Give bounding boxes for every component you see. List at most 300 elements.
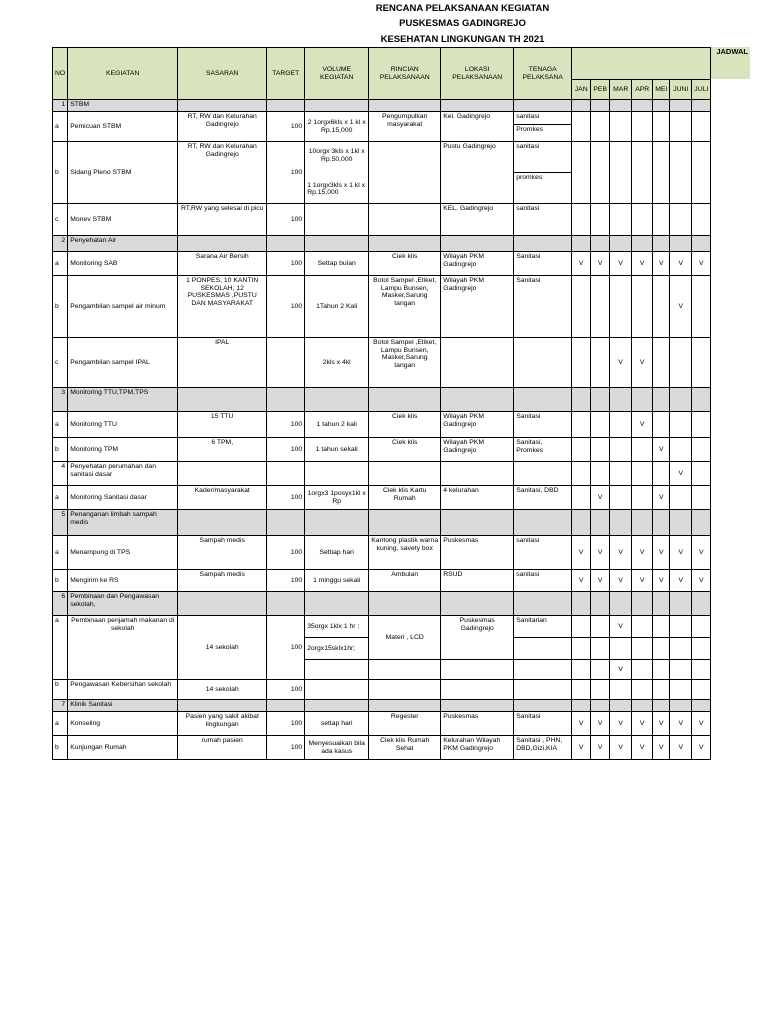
row-volume [305,660,369,680]
header-rincian: RINCIAN PELAKSANAAN [369,48,441,100]
row-no: a [53,252,68,276]
row-volume [305,536,369,570]
row-lokasi [441,660,514,680]
month-cell [692,616,711,638]
row-lokasi [441,338,514,388]
row-volume-text: 1 minggu sekali [313,576,361,584]
row-kegiatan: Monitoring TPM [68,438,178,462]
month-cell: V [653,736,670,760]
table-row [53,536,711,570]
row-volume-text: 1Tahun 2 Kali [316,302,358,310]
month-cell [670,486,692,510]
table-body [53,100,711,760]
month-cell: V [632,712,653,736]
row-tenaga-text: Sanitasi [516,413,541,420]
month-cell: V [653,712,670,736]
month-cell: V [653,486,670,510]
month-cell [610,638,632,660]
empty-cell [610,700,632,712]
empty-cell [610,388,632,412]
header-month-mei: MEI [653,80,670,100]
empty-cell [305,236,369,252]
table-header-row [53,48,711,80]
month-cell [653,462,670,486]
row-kegiatan: Pengambilan sampel IPAL [68,338,178,388]
header-no: NO [53,48,68,100]
row-sasaran: rumah pasien [178,736,267,760]
empty-cell [632,700,653,712]
section-row [53,510,711,536]
row-tenaga [514,252,572,276]
row-tenaga: Sanitarian [514,616,572,638]
month-cell [632,660,653,680]
row-volume [305,276,369,338]
row-no: b [53,570,68,592]
month-cell [670,660,692,680]
empty-cell [670,236,692,252]
row-volume-text: 1orgx3 1posyx1kl x Rp [307,489,366,505]
section-row [53,700,711,712]
empty-cell [441,510,514,536]
row-volume-text: Settiap hari [319,548,354,556]
report-title-3: KESEHATAN LINGKUNGAN TH 2021 [380,34,545,45]
empty-cell [178,100,267,112]
empty-cell [305,388,369,412]
empty-cell [369,236,441,252]
table-row [53,142,711,204]
row-no: a [53,412,68,438]
row-sasaran: 14 sekolah [178,616,267,680]
empty-cell [178,510,267,536]
row-rincian: Botol Sampel ,Etiket, Lampu Bunsen, Masker,Sarung tangan [369,276,441,338]
month-cell [610,204,632,236]
section-row [53,592,711,616]
header-tenaga: TENAGA PELAKSANA [514,48,572,100]
empty-cell [610,510,632,536]
empty-cell [670,510,692,536]
row-lokasi: Wilayah PKM Gadingrejo [441,276,514,338]
row-rincian: Ciek klis [369,438,441,462]
row-sasaran: RT, RW dan Kelurahan Gadingrejo [178,142,267,204]
empty-cell [441,592,514,616]
row-no: b [53,438,68,462]
empty-cell [632,236,653,252]
row-no: a [53,536,68,570]
row-rincian: Pengumpulkan masyarakat [369,112,441,142]
month-cell [632,142,653,204]
empty-cell [670,388,692,412]
empty-cell [692,510,711,536]
month-cell [653,276,670,338]
month-cell: V [610,736,632,760]
row-rincian [369,660,441,680]
empty-cell [267,388,305,412]
empty-cell [692,236,711,252]
row-rincian: Ciek klis Rumah Sehat [369,736,441,760]
month-cell [610,412,632,438]
month-cell [610,486,632,510]
section-no: 7 [53,700,68,712]
empty-cell [267,592,305,616]
month-cell [692,112,711,142]
section-no: 5 [53,510,68,536]
row-lokasi: Puskesmas [441,536,514,570]
table-row [53,736,711,760]
row-rincian: Ciek klis [369,252,441,276]
empty-cell [653,700,670,712]
row-target: 100 [267,570,305,592]
month-cell [572,204,591,236]
row-sasaran: Kader/masyarakat [178,486,267,510]
header-month-jan: JAN [572,80,591,100]
month-cell [610,142,632,204]
table-row [53,486,711,510]
month-cell [670,680,692,700]
month-cell [632,486,653,510]
month-cell [692,412,711,438]
month-cell [591,142,610,204]
month-cell: V [692,252,711,276]
month-cell: V [591,570,610,592]
row-kegiatan: Pemicuan STBM [68,112,178,142]
month-cell [653,142,670,204]
row-tenaga-text: Sanitasi [516,253,541,260]
month-cell: V [692,736,711,760]
header-target: TARGET [267,48,305,100]
row-target: 100 [267,736,305,760]
month-cell [632,680,653,700]
row-sasaran: Sampah medis [178,570,267,592]
row-tenaga-text: Sanitasi [516,713,541,720]
row-tenaga [514,736,572,760]
table-row [53,680,711,700]
row-lokasi: Wilayah PKM Gadingrejo [441,412,514,438]
empty-cell [653,388,670,412]
row-target: 100 [267,412,305,438]
month-cell: V [670,570,692,592]
row-volume: 35orgx 1klx 1 hr ; [305,616,369,638]
row-tenaga [514,142,572,204]
empty-cell [653,592,670,616]
report-title-1: RENCANA PELAKSANAAN KEGIATAN [375,3,550,14]
empty-cell [653,236,670,252]
month-cell [572,660,591,680]
empty-cell [572,592,591,616]
row-kegiatan: Menampung di TPS [68,536,178,570]
month-cell [572,142,591,204]
month-cell [653,204,670,236]
row-kegiatan: Pembinaan penjamah makanan di sekolah [68,616,178,680]
row-sasaran: 15 TTU [178,412,267,438]
row-target: 100 [267,112,305,142]
row-no: 4 [53,462,68,486]
month-cell: V [610,338,632,388]
month-cell: V [670,276,692,338]
empty-cell [305,462,369,486]
section-title: Penanganan limbah sampah medis [68,510,178,536]
empty-cell [441,388,514,412]
row-volume [305,712,369,736]
month-cell: V [632,412,653,438]
row-volume [305,570,369,592]
month-cell [610,112,632,142]
row-tenaga [514,438,572,462]
row-lokasi: Kelurahan Wilayah PKM Gadingrejo [441,736,514,760]
month-cell: V [610,252,632,276]
row-rincian: Kantong plastik warna kuning, savety box [369,536,441,570]
month-cell [692,486,711,510]
empty-cell [267,700,305,712]
row-kegiatan: Monitoring Sanitasi dasar [68,486,178,510]
table-row [53,616,711,638]
row-volume-text: settap hari [320,719,353,727]
month-cell: V [591,712,610,736]
empty-cell [178,236,267,252]
month-cell [591,680,610,700]
row-lokasi: Wilayah PKM Gadingrejo [441,252,514,276]
section-title: Pembinaan dan Pengawasan sekolah, [68,592,178,616]
month-cell: V [632,570,653,592]
row-tenaga [514,712,572,736]
empty-cell [514,700,572,712]
month-cell [572,412,591,438]
header-jadwal-span [572,48,711,80]
month-cell: V [632,736,653,760]
header-volume: VOLUME KEGIATAN [305,48,369,100]
month-cell [591,462,610,486]
row-tenaga [514,204,572,236]
row-lokasi: 4 kelurahan [441,486,514,510]
month-cell: V [670,252,692,276]
empty-cell [178,388,267,412]
month-cell [653,412,670,438]
month-cell [610,680,632,700]
row-tenaga-text: sanitasi [516,571,540,578]
month-cell [591,616,610,638]
month-cell: V [692,712,711,736]
row-target: 100 [267,536,305,570]
month-cell: V [572,252,591,276]
row-volume [305,486,369,510]
month-cell [692,462,711,486]
table-row [53,276,711,338]
month-cell: V [653,570,670,592]
row-kegiatan: Monev STBM [68,204,178,236]
empty-cell [610,100,632,112]
row-lokasi: Pustu Gadingrejo [441,142,514,204]
month-cell: V [670,462,692,486]
month-cell: V [572,712,591,736]
month-cell: V [670,712,692,736]
empty-cell [305,680,369,700]
header-month-juli: JULI [692,80,711,100]
empty-cell [692,700,711,712]
row-no: c [53,204,68,236]
row-target: 100 [267,204,305,236]
month-cell: V [610,570,632,592]
empty-cell [267,510,305,536]
row-tenaga [514,570,572,592]
row-target: 100 [267,680,305,700]
row-tenaga [514,638,572,660]
row-lokasi: Wilayah PKM Gadingrejo [441,438,514,462]
row-kegiatan: Pengambilan sampel air minum [68,276,178,338]
table-row [53,112,711,142]
section-row [53,236,711,252]
jadwal-label: JADWAL [716,47,748,56]
empty-cell [591,592,610,616]
row-no: a [53,616,68,680]
row-tenaga [514,660,572,680]
empty-cell [572,100,591,112]
row-lokasi: Puskesmas [441,712,514,736]
row-tenaga [514,338,572,388]
empty-cell [591,236,610,252]
month-cell: V [591,486,610,510]
section-title: Penyehatan Air [68,236,178,252]
month-cell: V [692,570,711,592]
empty-cell [653,100,670,112]
empty-cell [369,462,441,486]
month-cell [572,486,591,510]
month-cell: V [670,736,692,760]
month-cell: V [610,536,632,570]
month-cell: V [632,338,653,388]
table-row [53,462,711,486]
month-cell [591,338,610,388]
row-target: 100 [267,438,305,462]
row-tenaga [514,536,572,570]
empty-cell [670,100,692,112]
empty-cell [572,510,591,536]
empty-cell [369,680,441,700]
empty-cell [441,100,514,112]
row-rincian: Materi , LCD [369,616,441,660]
row-rincian [369,204,441,236]
row-kegiatan: Mengirim ke RS [68,570,178,592]
empty-cell [178,592,267,616]
row-target: 100 [267,252,305,276]
row-volume [305,438,369,462]
month-cell [632,462,653,486]
header-kegiatan: KEGIATAN [68,48,178,100]
row-tenaga-text: Sanitasi, Promkes [516,439,544,454]
table-row [53,204,711,236]
empty-cell [267,100,305,112]
row-rincian: Regester [369,712,441,736]
month-cell [653,638,670,660]
empty-cell [267,462,305,486]
row-volume-text: 1 tahun sekali [315,445,358,453]
empty-cell [267,236,305,252]
month-cell: V [591,736,610,760]
row-kegiatan: Penyehatan perumahan dan sanitasi dasar [68,462,178,486]
month-cell [653,338,670,388]
row-volume [305,412,369,438]
month-cell [670,412,692,438]
row-volume-text: 10orgx 3kls x 1kl x Rp.50,000 [308,148,365,163]
empty-cell [369,700,441,712]
row-target: 100 [267,616,305,680]
empty-cell [692,388,711,412]
month-cell: V [610,712,632,736]
row-rincian: Ciek klis Kartu Rumah [369,486,441,510]
row-kegiatan: Monitoring SAB [68,252,178,276]
section-no: 6 [53,592,68,616]
month-cell [692,204,711,236]
row-sasaran: 14 sekolah [178,680,267,700]
month-cell [692,276,711,338]
empty-cell [514,100,572,112]
empty-cell [369,100,441,112]
row-volume-text: Settap bulan [317,259,356,267]
month-cell: V [653,252,670,276]
month-cell: V [610,616,632,638]
empty-cell [305,510,369,536]
empty-cell [632,388,653,412]
row-rincian: Ambulan [369,570,441,592]
empty-cell [632,510,653,536]
month-cell [591,660,610,680]
empty-cell [178,700,267,712]
empty-cell [670,592,692,616]
month-cell: V [653,438,670,462]
empty-cell [369,388,441,412]
row-no: a [53,112,68,142]
empty-cell [441,700,514,712]
row-volume-text-2: 1 1orgx3kls x 1 kl x Rp.15,000 [307,181,365,197]
row-target: 100 [267,486,305,510]
row-volume-text: 2kls x 4kl [322,358,351,366]
row-sasaran: 6 TPM, [178,438,267,462]
section-title: Monitoring TTU,TPM,TPS [68,388,178,412]
empty-cell [572,388,591,412]
month-cell [591,204,610,236]
row-sasaran: Pasien yang sakit akibat lingkungan [178,712,267,736]
month-cell [692,638,711,660]
empty-cell [591,388,610,412]
row-tenaga-text-2: promkes [514,172,571,182]
table-row [53,252,711,276]
report-title-2: PUSKESMAS GADINGREJO [399,18,526,29]
month-cell [572,438,591,462]
section-no: 2 [53,236,68,252]
month-cell [591,638,610,660]
empty-cell [653,510,670,536]
empty-cell [514,680,572,700]
month-cell: V [591,252,610,276]
month-cell: V [572,736,591,760]
row-rincian: Ciek klis [369,412,441,438]
empty-cell [369,510,441,536]
empty-cell [441,236,514,252]
empty-cell [692,592,711,616]
empty-cell [572,700,591,712]
row-sasaran: Sarana Air Bersih [178,252,267,276]
month-cell [591,438,610,462]
month-cell: V [610,660,632,680]
activity-plan-table [52,47,711,760]
empty-cell [692,100,711,112]
month-cell [692,338,711,388]
row-kegiatan: Kunjungan Rumah [68,736,178,760]
empty-cell [591,700,610,712]
row-target: 100 [267,276,305,338]
month-cell [572,112,591,142]
row-target [267,338,305,388]
empty-cell [441,462,514,486]
row-volume [305,252,369,276]
